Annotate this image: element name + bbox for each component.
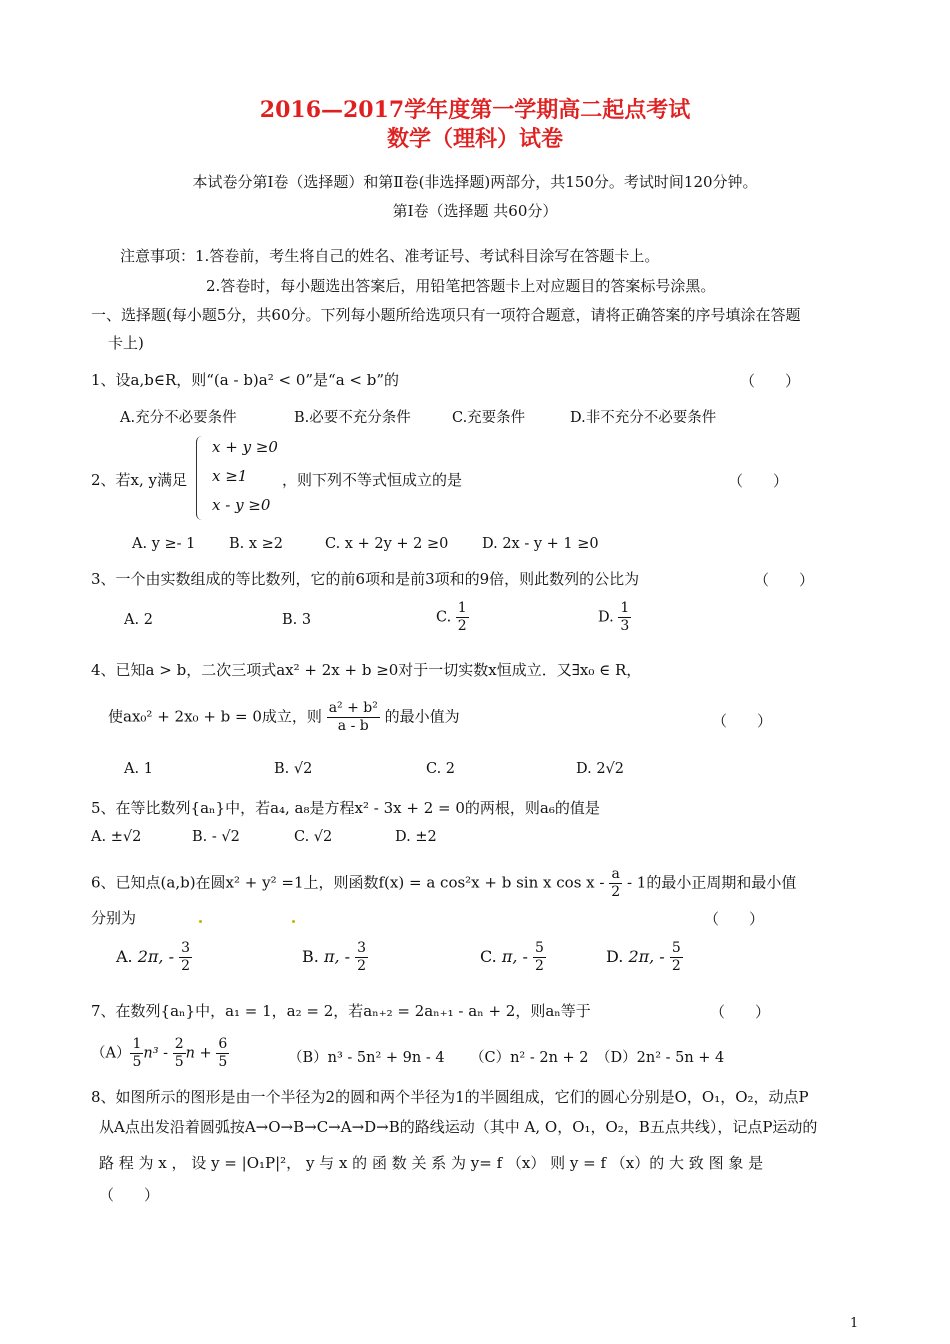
question-7-stem: 7、在数列{aₙ}中，a₁ = 1，a₂ = 2，若aₙ₊₂ = 2aₙ₊₁ - aₙ + 2，则aₙ等于 <box>91 1002 591 1020</box>
q3-option-a: A. 2 <box>124 612 153 628</box>
section-heading-cont: 卡上) <box>108 334 144 352</box>
q4-option-c: C. 2 <box>426 761 456 777</box>
question-6-line2: 分别为 <box>91 909 137 927</box>
q2-inequality-2: x ≥1 <box>212 467 248 485</box>
question-2-suffix: ，则下列不等式恒成立的是 <box>282 471 463 489</box>
part-one-heading: 第Ⅰ卷（选择题 共60分） <box>392 202 558 220</box>
q6-option-b-fraction: $\frac{3}{2}$ <box>357 940 367 974</box>
q3-option-d <box>598 600 631 635</box>
q1-option-a: A.充分不必要条件 <box>120 410 237 426</box>
q3-option-d-label: D. <box>598 609 614 626</box>
q3-option-b: B. 3 <box>282 612 312 628</box>
q1-option-c: C.充要条件 <box>452 410 526 426</box>
q6-option-d-fraction: $\frac{5}{2}$ <box>671 940 681 974</box>
q2-option-b: B. x ≥2 <box>229 536 284 552</box>
question-8-line1: 8、如图所示的图形是由一个半径为2的圆和两个半径为1的半圆组成，它们的圆心分别是O，O₁，O₂，动点P <box>91 1088 809 1106</box>
answer-blank-8: （ ） <box>99 1186 160 1204</box>
q4-condition: 使ax₀² + 2x₀ + b = 0成立，则 <box>108 707 322 726</box>
q3-option-c <box>436 600 469 635</box>
answer-blank-3: （ ） <box>754 571 815 589</box>
q6-option-d: D. 2π, - $\frac{5}{2}$ <box>606 940 681 974</box>
q7-option-c: （C）n² - 2n + 2 <box>470 1050 589 1066</box>
q6-option-a-fraction: $\frac{3}{2}$ <box>181 940 191 974</box>
q2-inequality-3: x - y ≥0 <box>212 496 271 514</box>
q5-option-c: C. √2 <box>294 829 333 845</box>
question-4-line1: 4、已知a > b，二次三项式ax² + 2x + b ≥0对于一切实数x恒成立．又∃x₀ ∈ R， <box>91 661 642 679</box>
q5-option-d: D. ±2 <box>395 829 437 845</box>
q4-option-d: D. 2√2 <box>576 761 625 777</box>
q6-stem-tail: - 1的最小正周期和最小值 <box>626 873 797 892</box>
page-number: 1 <box>850 1316 859 1331</box>
notice-1: 注意事项：1.答卷前，考生将自己的姓名、准考证号、考试科目涂写在答题卡上。 <box>120 247 660 265</box>
q2-option-c: C. x + 2y + 2 ≥0 <box>325 536 449 552</box>
question-1-stem: 1、设a,b∈R，则“(a - b)a² < 0”是“a < b”的 <box>91 371 400 389</box>
answer-blank-4: （ ） <box>712 712 773 730</box>
q2-inequality-1: x + y ≥0 <box>212 438 278 456</box>
answer-blank-6: （ ） <box>704 910 765 928</box>
question-4-line2 <box>108 700 460 735</box>
exam-title-line1: 2016—2017学年度第一学期高二起点考试 <box>259 97 691 123</box>
q5-option-a: A. ±√2 <box>91 829 142 845</box>
q4-expression-fraction: $\frac{\text{a² + b²}}{a - b}$ <box>328 700 378 734</box>
q4-option-b: B. √2 <box>274 761 313 777</box>
q6-stem-text: 6、已知点(a,b)在圆x² + y² =1上，则函数f(x) = a cos²x + b sin x cos x - <box>91 873 605 892</box>
q1-option-b: B.必要不充分条件 <box>294 410 411 426</box>
q4-question: 的最小值为 <box>384 707 460 726</box>
scan-artifact-dot <box>199 920 202 923</box>
question-6-stem <box>91 866 796 901</box>
system-brace <box>196 436 207 520</box>
q6-fraction: $\frac{a}{2}$ <box>611 866 621 900</box>
q2-option-a: A. y ≥- 1 <box>132 536 196 552</box>
q5-option-b: B. - √2 <box>192 829 240 845</box>
question-8-line2: 从A点出发沿着圆弧按A→O→B→C→A→D→B的路线运动（其中 A, O，O₁，O₂，B五点共线），记点P运动的 <box>99 1118 818 1136</box>
scan-artifact-dot <box>292 920 295 923</box>
answer-blank-1: （ ） <box>740 372 801 390</box>
q7-option-b: （B）n³ - 5n² + 9n - 4 <box>288 1050 445 1066</box>
q3-option-c-fraction: $\frac{1}{2}$ <box>457 600 467 634</box>
question-2-prefix: 2、若x, y满足 <box>91 471 188 489</box>
q7-option-a-fraction-2: $\frac{2}{5}$ <box>174 1036 184 1070</box>
q3-option-d-fraction: $\frac{1}{3}$ <box>620 600 630 634</box>
answer-blank-7: （ ） <box>710 1003 771 1021</box>
q6-option-c: C. π, - $\frac{5}{2}$ <box>480 940 544 974</box>
q3-option-c-label: C. <box>436 609 452 626</box>
q2-option-d: D. 2x - y + 1 ≥0 <box>482 536 599 552</box>
q7-option-d: （D）2n² - 5n + 4 <box>596 1050 725 1066</box>
notice-2: 2.答卷时，每小题选出答案后，用铅笔把答题卡上对应题目的答案标号涂黑。 <box>206 277 716 295</box>
q6-option-b: B. π, - $\frac{3}{2}$ <box>302 940 367 974</box>
section-heading: 一、选择题(每小题5分，共60分。下列每小题所给选项只有一项符合题意，请将正确答案的序号填涂在答题 <box>91 306 801 324</box>
q7-option-a: （A） $\frac{1}{5}$ n³ - $\frac{2}{5}$ n + $\frac{6}{5}$ <box>91 1036 228 1070</box>
question-3-stem: 3、一个由实数组成的等比数列，它的前6项和是前3项和的9倍，则此数列的公比为 <box>91 570 640 588</box>
answer-blank-2: （ ） <box>728 472 789 490</box>
question-8-line3: 路 程 为 x ， 设 y = |O₁P|²， y 与 x 的 函 数 关 系 为 y= f （x） 则 y = f （x）的 大 致 图 象 是 <box>99 1154 764 1172</box>
exam-intro: 本试卷分第Ⅰ卷（选择题）和第Ⅱ卷(非选择题)两部分，共150分。考试时间120分钟。 <box>192 173 758 191</box>
exam-title-line2: 数学（理科）试卷 <box>386 126 563 152</box>
question-5-stem: 5、在等比数列{aₙ}中，若a₄, a₈是方程x² - 3x + 2 = 0的两根，则a₆的值是 <box>91 799 600 817</box>
q1-option-d: D.非不充分不必要条件 <box>570 410 717 426</box>
q7-option-a-fraction-3: $\frac{6}{5}$ <box>218 1036 228 1070</box>
q6-option-c-fraction: $\frac{5}{2}$ <box>535 940 544 974</box>
q6-option-a: A. 2π, - $\frac{3}{2}$ <box>116 940 191 974</box>
q7-option-a-fraction-1: $\frac{1}{5}$ <box>132 1036 142 1070</box>
q4-option-a: A. 1 <box>124 761 153 777</box>
